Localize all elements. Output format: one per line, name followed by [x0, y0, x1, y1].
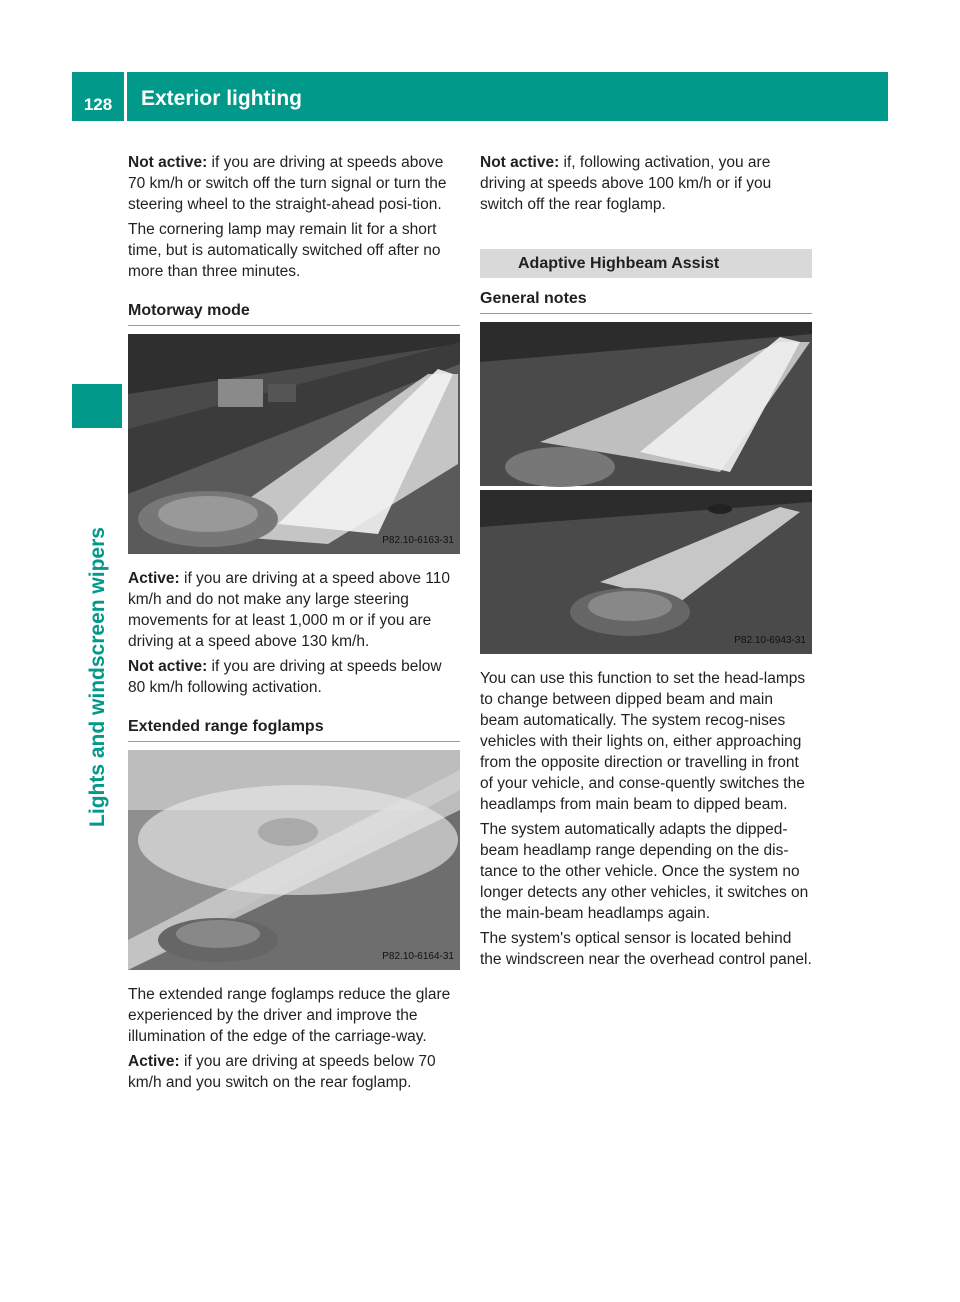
- paragraph: Active: if you are driving at a speed above 110 km/h and do not make any large steering movements for at least 1,000 m or if you are driving at a speed above 130 km/h.: [128, 570, 450, 650]
- side-tab-label: Lights and windscreen wipers: [86, 527, 109, 827]
- highbeam-assist-figure: [480, 322, 812, 654]
- left-column: [128, 152, 460, 1097]
- page-number: 128: [72, 72, 124, 121]
- paragraph: The system automatically adapts the dipped-beam headlamp range depending on the dis-tance to the other vehicle. Once the system no longer detects any other vehicles, it switches on the main-beam headlamps again.: [480, 821, 809, 922]
- paragraph: The extended range foglamps reduce the glare experienced by the driver and improve the illumination of the edge of the carriage-way.: [128, 986, 451, 1045]
- motorway-heading: Motorway mode: [128, 300, 460, 326]
- paragraph: You can use this function to set the head-lamps to change between dipped beam and main beam automatically. The system recog-nises vehicles with their lights on, either approaching from the opposite direction or travelling in front of your vehicle, and conse-quently switches the headlamps from main beam to dipped beam.: [480, 670, 806, 813]
- side-tab-marker: [72, 384, 122, 428]
- paragraph: The system's optical sensor is located behind the windscreen near the overhead control panel.: [480, 930, 812, 968]
- figure-code: P82.10-6943-31: [734, 635, 806, 646]
- foglamps-illustration: [128, 750, 460, 970]
- right-column: [480, 152, 812, 974]
- motorway-illustration: [128, 334, 460, 554]
- paragraph: Not active: if you are driving at speeds below 80 km/h following activation.: [128, 658, 442, 696]
- paragraph: The cornering lamp may remain lit for a short time, but is automatically switched off after no more than three minutes.: [128, 221, 441, 280]
- general-notes-heading: General notes: [480, 288, 812, 314]
- highbeam-illustration: [480, 322, 812, 654]
- paragraph: Not active: if you are driving at speeds above 70 km/h or switch off the turn signal or turn the steering wheel to the straight-ahead posi-tion.: [128, 154, 447, 213]
- foglamp-heading: Extended range foglamps: [128, 716, 460, 742]
- foglamps-figure: [128, 750, 460, 970]
- figure-code: P82.10-6164-31: [382, 951, 454, 962]
- section-title: Exterior lighting: [127, 72, 888, 121]
- paragraph: Not active: if, following activation, you are driving at speeds above 100 km/h or if you switch off the rear foglamp.: [480, 154, 772, 213]
- side-tab: [80, 437, 116, 917]
- section-heading: Adaptive Highbeam Assist: [480, 249, 812, 278]
- motorway-mode-figure: [128, 334, 460, 554]
- figure-code: P82.10-6163-31: [382, 535, 454, 546]
- paragraph: Active: if you are driving at speeds below 70 km/h and you switch on the rear foglamp.: [128, 1053, 436, 1091]
